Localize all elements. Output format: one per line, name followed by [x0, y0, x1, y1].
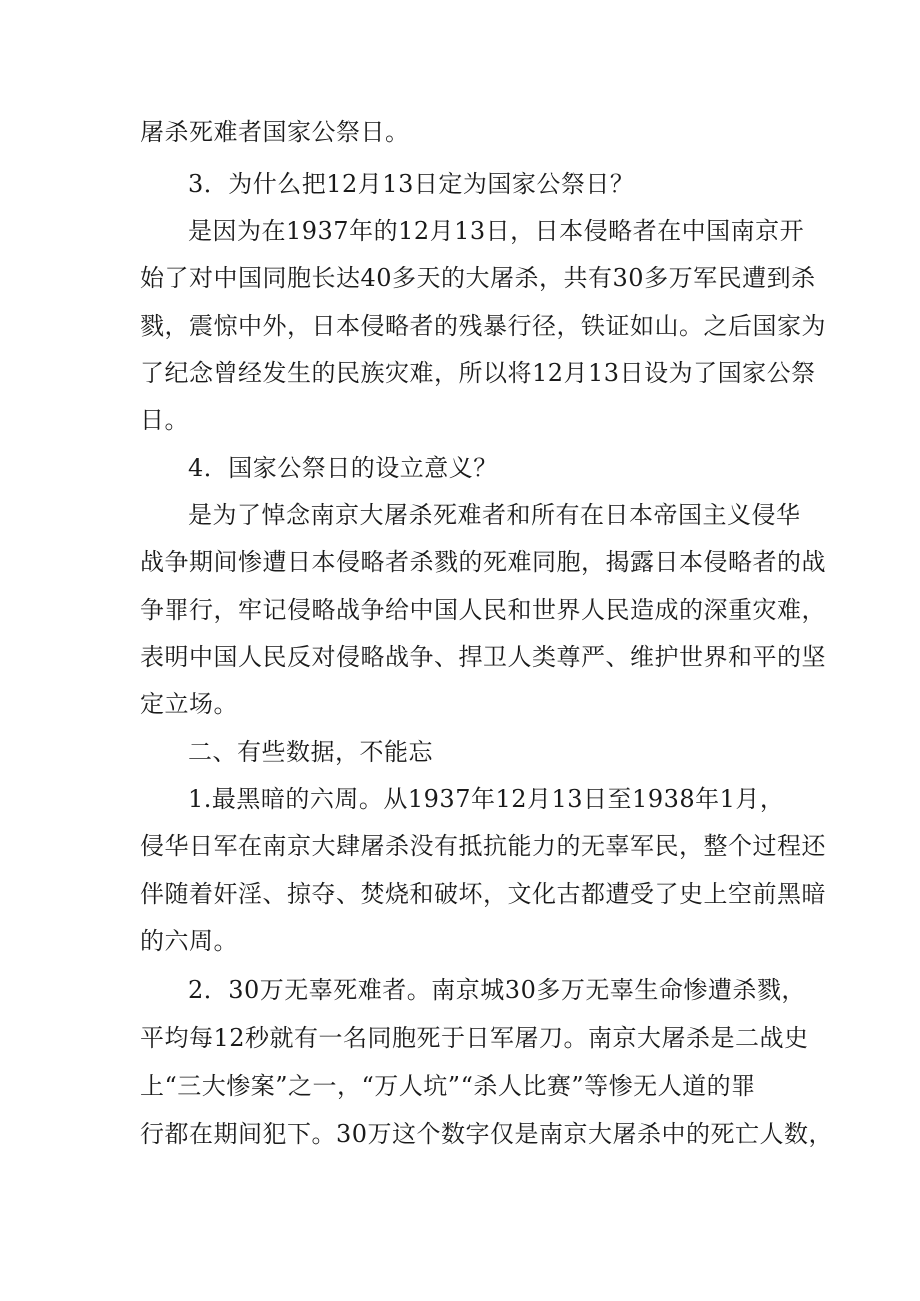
text-line: 行都在期间犯下。30万这个数字仅是南京大屠杀中的死亡人数，: [140, 1120, 834, 1148]
text-line: 日。: [140, 406, 189, 434]
text-line: 了纪念曾经发生的民族灾难，所以将12月13日设为了国家公祭: [140, 359, 816, 387]
text-line: 1.最黑暗的六周。从1937年12月13日至1938年1月，: [188, 785, 785, 813]
text-line: 始了对中国同胞长达40多天的大屠杀，共有30多万军民遭到杀: [140, 264, 816, 292]
text-line: 的六周。: [140, 927, 238, 955]
section-heading: 4．国家公祭日的设立意义？: [188, 454, 498, 482]
text-line: 定立场。: [140, 690, 238, 718]
text-line: 是因为在1937年的12月13日，日本侵略者在中国南京开: [188, 217, 805, 245]
section-heading: 3．为什么把12月13日定为国家公祭日？: [188, 170, 635, 198]
text-line: 侵华日军在南京大肆屠杀没有抵抗能力的无辜军民，整个过程还: [140, 832, 826, 860]
text-line: 伴随着奸淫、掠夺、焚烧和破坏，文化古都遭受了史上空前黑暗: [140, 880, 826, 908]
text-line: 戮，震惊中外，日本侵略者的残暴行径，铁证如山。之后国家为: [140, 312, 826, 340]
text-line: 2．30万无辜死难者。南京城30多万无辜生命惨遭杀戮，: [188, 976, 806, 1004]
text-line: 平均每12秒就有一名同胞死于日军屠刀。南京大屠杀是二战史: [140, 1024, 809, 1052]
text-line: 表明中国人民反对侵略战争、捍卫人类尊严、维护世界和平的坚: [140, 643, 826, 671]
text-line: 是为了悼念南京大屠杀死难者和所有在日本帝国主义侵华: [188, 501, 801, 529]
text-line: 争罪行，牢记侵略战争给中国人民和世界人民造成的深重灾难，: [140, 596, 826, 624]
text-line: 战争期间惨遭日本侵略者杀戮的死难同胞，揭露日本侵略者的战: [140, 548, 826, 576]
text-line: 上“三大惨案”之一，“万人坑”“杀人比赛”等惨无人道的罪: [140, 1072, 756, 1100]
section-heading: 二、有些数据，不能忘: [188, 738, 433, 766]
text-line: 屠杀死难者国家公祭日。: [140, 118, 410, 146]
